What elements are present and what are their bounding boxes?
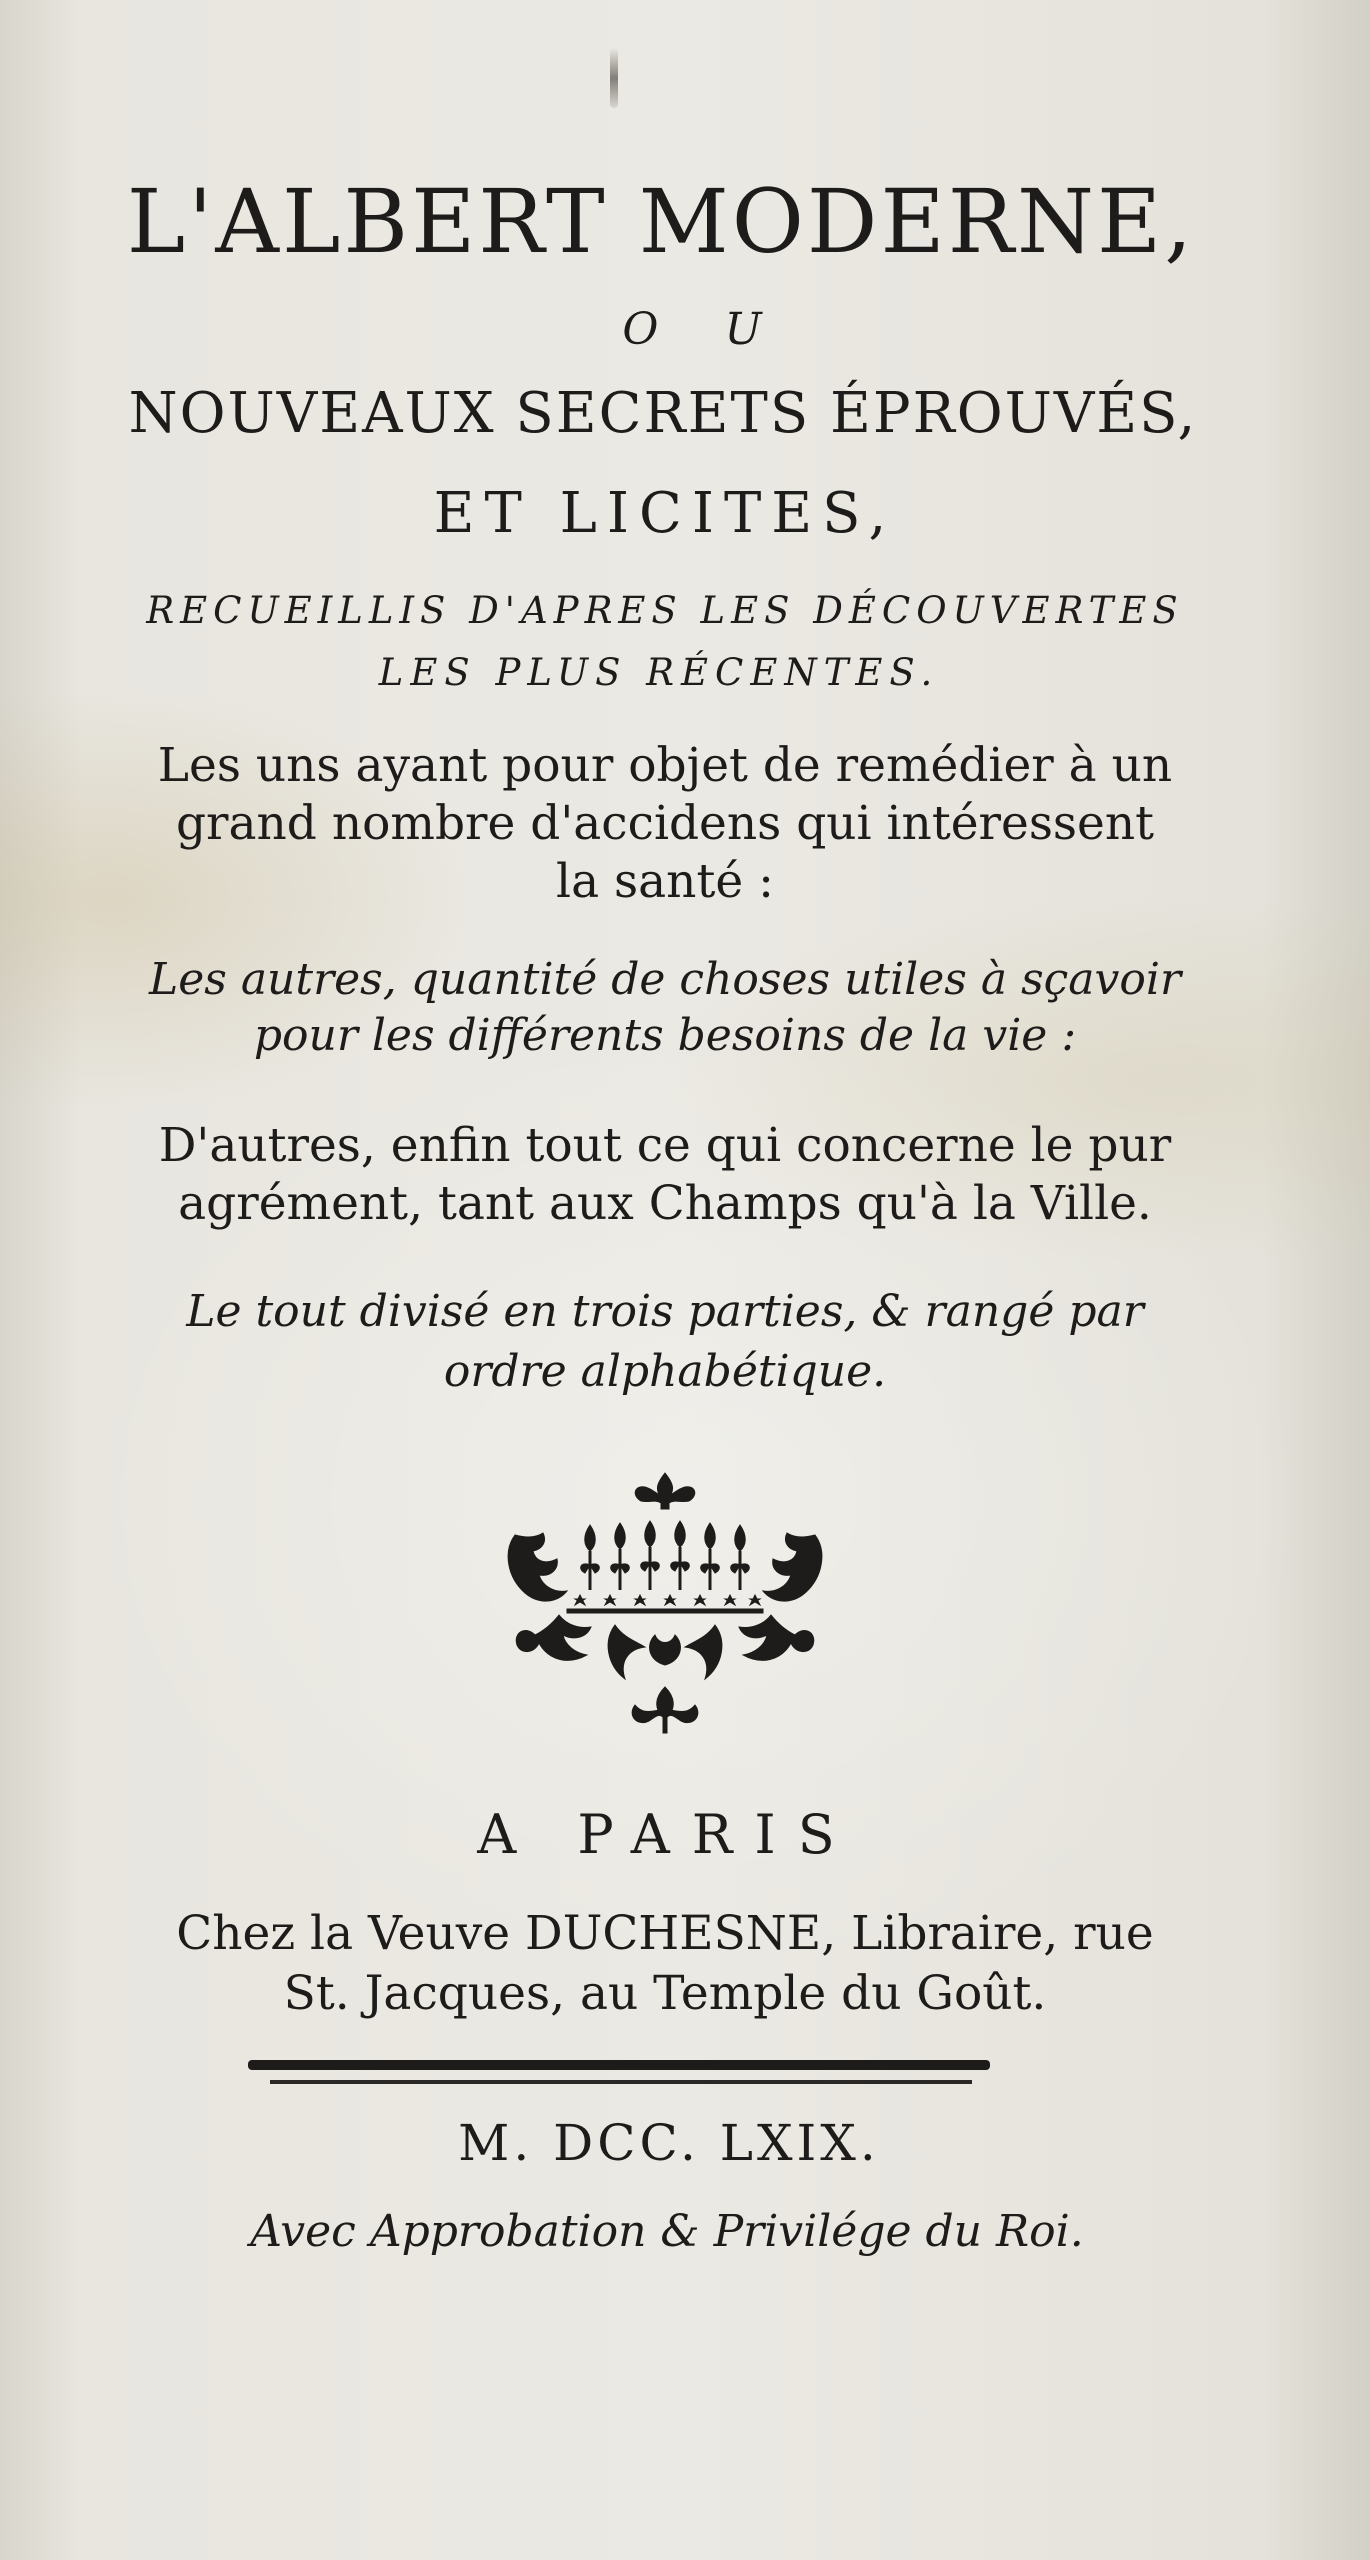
paper-blemish — [610, 48, 618, 108]
subtitle-line-2: ET LICITES, — [433, 481, 897, 546]
pleasure-line-1: D'autres, enfin tout ce qui concerne le pur — [158, 1118, 1172, 1173]
health-line-3: la santé : — [556, 854, 774, 909]
double-rule-thin — [270, 2080, 972, 2084]
pleasure-line-2: agrément, tant aux Champs qu'à la Ville. — [178, 1176, 1152, 1231]
health-line-2: grand nombre d'accidens qui intéressent — [175, 796, 1155, 851]
publication-year: M. DCC. LXIX. — [458, 2114, 880, 2172]
conjunction: O U — [622, 304, 788, 355]
layout-line-1: Le tout divisé en trois parties, & rangé par — [186, 1286, 1144, 1337]
health-line-1: Les uns ayant pour objet de remédier à un — [157, 738, 1173, 793]
fleuron-icon — [495, 1465, 835, 1745]
collected-line-2: LES PLUS RÉCENTES. — [378, 651, 940, 694]
double-rule-thick — [248, 2060, 990, 2070]
layout-line-2: ordre alphabétique. — [443, 1346, 887, 1397]
publisher-line-2: St. Jacques, au Temple du Goût. — [283, 1966, 1047, 2021]
approbation-line: Avec Approbation & Privilége du Roi. — [250, 2206, 1084, 2257]
collected-line-1: RECUEILLIS D'APRES LES DÉCOUVERTES — [146, 589, 1184, 632]
book-title: L'ALBERT MODERNE, — [126, 170, 1196, 273]
subtitle-line-1: NOUVEAUX SECRETS ÉPROUVÉS, — [128, 381, 1198, 446]
useful-line-1: Les autres, quantité de choses utiles à sçavoir — [149, 954, 1181, 1005]
publisher-line-1: Chez la Veuve DUCHESNE, Libraire, rue — [176, 1906, 1154, 1961]
useful-line-2: pour les différents besoins de la vie : — [253, 1010, 1077, 1061]
imprint-place: A PARIS — [477, 1803, 857, 1866]
